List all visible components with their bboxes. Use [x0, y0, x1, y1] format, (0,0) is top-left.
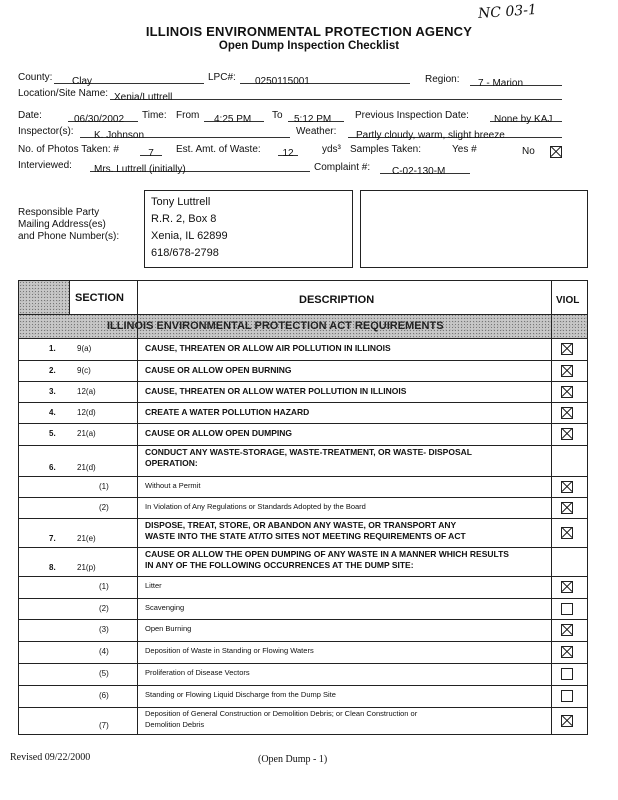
address-line: 618/678-2798 — [151, 247, 219, 259]
photos-label: No. of Photos Taken: # — [18, 144, 119, 155]
time-label: Time: — [142, 110, 167, 121]
yds-label: yds³ — [322, 144, 341, 155]
date-value: 06/30/2002 — [74, 114, 125, 125]
region-value: 7 - Marion — [478, 78, 524, 89]
responsible-label-2: Mailing Address(es) — [18, 219, 106, 230]
prev-inspection-value: None by KAJ — [494, 114, 553, 125]
table-row — [19, 476, 587, 497]
row-description-cont: IN ANY OF THE FOLLOWING OCCURRENCES AT THE DUMP SITE: — [145, 560, 414, 570]
county-label: County: — [18, 72, 53, 83]
row-description-cont: WASTE INTO THE STATE AT/TO SITES NOT MEETING REQUIREMENTS OF ACT — [145, 531, 466, 541]
lpc-field[interactable] — [240, 71, 410, 87]
row-section: (2) — [99, 604, 109, 613]
table-row — [19, 598, 587, 619]
samples-yes-label: Yes # — [452, 144, 477, 155]
table-row — [19, 445, 587, 476]
lpc-label: LPC#: — [208, 72, 236, 83]
row-description: CAUSE, THREATEN OR ALLOW WATER POLLUTION IN ILLINOIS — [145, 386, 407, 396]
samples-no-label: No — [522, 146, 535, 157]
row-section: 9(c) — [77, 366, 91, 375]
location-label: Location/Site Name: — [18, 88, 109, 99]
prev-inspection-field[interactable] — [490, 109, 562, 125]
violation-checkbox-checked[interactable] — [561, 646, 573, 658]
row-section: 12(a) — [77, 387, 96, 396]
row-number: 7. — [49, 534, 56, 543]
row-description: Scavenging — [145, 603, 185, 612]
row-description: Standing or Flowing Liquid Discharge from the Dump Site — [145, 690, 336, 699]
row-section: 21(p) — [77, 563, 96, 572]
interviewed-field[interactable] — [90, 159, 310, 175]
row-description-cont: OPERATION: — [145, 458, 198, 468]
interviewed-label: Interviewed: — [18, 160, 72, 171]
row-description: Deposition of Waste in Standing or Flowing Waters — [145, 646, 314, 655]
row-section: (6) — [99, 691, 109, 700]
row-number: 3. — [49, 387, 56, 396]
table-row — [19, 338, 587, 360]
interviewed-value: Mrs. Luttrell (initially) — [94, 164, 186, 175]
violation-checkbox-checked[interactable] — [561, 624, 573, 636]
region-label: Region: — [425, 74, 460, 85]
waste-field[interactable] — [278, 143, 298, 159]
row-number: 2. — [49, 366, 56, 375]
county-value: Clay — [72, 76, 93, 87]
table-row — [19, 360, 587, 381]
table-row — [19, 402, 587, 423]
waste-value: 12 — [282, 148, 294, 159]
row-description: CAUSE OR ALLOW OPEN DUMPING — [145, 428, 293, 438]
row-description: Deposition of General Construction or Demolition Debris; or Clean Construction or — [145, 709, 418, 718]
violation-checkbox-checked[interactable] — [561, 481, 573, 493]
weather-field[interactable] — [348, 125, 562, 141]
row-description: CAUSE OR ALLOW OPEN BURNING — [145, 365, 292, 375]
table-row — [19, 497, 587, 518]
violation-checkbox-checked[interactable] — [561, 428, 573, 440]
form-title: Open Dump Inspection Checklist — [218, 40, 400, 52]
date-label: Date: — [18, 110, 42, 121]
table-row — [19, 707, 587, 734]
time-from-value: 4:25 PM — [214, 114, 252, 125]
viol-header: VIOL — [556, 295, 580, 306]
row-description: Open Burning — [145, 624, 192, 633]
row-number: 5. — [49, 429, 56, 438]
row-section: (2) — [99, 503, 109, 512]
row-section: 21(e) — [77, 534, 96, 543]
row-number: 8. — [49, 563, 56, 572]
row-description: CONDUCT ANY WASTE-STORAGE, WASTE-TREATMENT, OR WASTE- DISPOSAL — [145, 447, 472, 457]
violation-checkbox[interactable] — [561, 690, 573, 702]
row-description: Litter — [145, 581, 162, 590]
row-number: 4. — [49, 408, 56, 417]
to-label: To — [272, 110, 283, 121]
header-shade — [19, 281, 69, 314]
row-description: CAUSE, THREATEN OR ALLOW AIR POLLUTION IN ILLINOIS — [145, 343, 391, 353]
table-row — [19, 518, 587, 547]
violation-checkbox-checked[interactable] — [561, 386, 573, 398]
photos-value: 7 — [148, 148, 154, 159]
row-section: (5) — [99, 669, 109, 678]
row-description: DISPOSE, TREAT, STORE, OR ABANDON ANY WASTE, OR TRANSPORT ANY — [145, 520, 457, 530]
row-description: CREATE A WATER POLLUTION HAZARD — [145, 407, 310, 417]
address-line: Tony Luttrell — [151, 196, 211, 208]
row-description: CAUSE OR ALLOW THE OPEN DUMPING OF ANY WASTE IN A MANNER WHICH RESULTS — [145, 549, 509, 559]
violation-checkbox-checked[interactable] — [561, 502, 573, 514]
complaint-value: C-02-130-M — [392, 166, 446, 177]
page-label: (Open Dump - 1) — [258, 754, 328, 765]
revised-date: Revised 09/22/2000 — [10, 752, 91, 763]
table-row — [19, 381, 587, 402]
location-field[interactable] — [110, 87, 562, 103]
row-section: 12(d) — [77, 408, 96, 417]
waste-label: Est. Amt. of Waste: — [176, 144, 261, 155]
inspector-value: K. Johnson — [94, 130, 145, 141]
violation-checkbox-checked[interactable] — [561, 715, 573, 727]
row-section: (4) — [99, 647, 109, 656]
time-to-field[interactable] — [288, 109, 344, 125]
row-description: Proliferation of Disease Vectors — [145, 668, 250, 677]
row-section: 21(d) — [77, 463, 96, 472]
row-section: 21(a) — [77, 429, 96, 438]
row-section: (1) — [99, 582, 109, 591]
secondary-address-box[interactable] — [360, 190, 588, 268]
table-row — [19, 663, 587, 685]
location-value: Xenia/Luttrell — [114, 92, 173, 103]
requirements-table — [18, 280, 588, 735]
violation-checkbox-checked[interactable] — [561, 407, 573, 419]
table-row — [19, 619, 587, 641]
samples-no-checkbox[interactable] — [550, 146, 562, 158]
responsible-label-3: and Phone Number(s): — [18, 231, 120, 242]
responsible-label-1: Responsible Party — [18, 207, 100, 218]
table-row — [19, 641, 587, 663]
table-row — [19, 547, 587, 576]
from-label: From — [176, 110, 200, 121]
complaint-field[interactable] — [380, 161, 470, 177]
inspector-label: Inspector(s): — [18, 126, 74, 137]
row-number: 6. — [49, 463, 56, 472]
samples-label: Samples Taken: — [350, 144, 421, 155]
row-section: 9(a) — [77, 344, 92, 353]
prev-inspection-label: Previous Inspection Date: — [355, 110, 469, 121]
responsible-address-box[interactable] — [144, 190, 353, 268]
section-header: SECTION — [75, 292, 124, 304]
row-description: Without a Permit — [145, 481, 201, 490]
county-field[interactable] — [54, 71, 204, 87]
violation-checkbox-checked[interactable] — [561, 365, 573, 377]
violation-checkbox[interactable] — [561, 668, 573, 680]
row-number: 1. — [49, 344, 56, 353]
agency-title: ILLINOIS ENVIRONMENTAL PROTECTION AGENCY — [145, 24, 473, 39]
row-description-cont: Demolition Debris — [145, 720, 205, 729]
table-row — [19, 576, 587, 598]
act-banner: ILLINOIS ENVIRONMENTAL PROTECTION ACT REQUIREMENTS — [107, 320, 444, 332]
lpc-value: 0250115001 — [255, 76, 310, 87]
description-header: DESCRIPTION — [299, 294, 375, 306]
violation-checkbox-checked[interactable] — [561, 527, 573, 539]
inspector-field[interactable] — [80, 125, 290, 141]
violation-checkbox-checked[interactable] — [561, 581, 573, 593]
row-section: (1) — [99, 482, 109, 491]
table-row — [19, 685, 587, 707]
weather-value: Partly cloudy, warm, slight breeze — [356, 130, 505, 141]
time-to-value: 5:12 PM — [294, 114, 332, 125]
table-row — [19, 423, 587, 445]
violation-checkbox-checked[interactable] — [561, 343, 573, 355]
region-field[interactable] — [470, 73, 562, 89]
row-section: (7) — [99, 721, 109, 730]
complaint-label: Complaint #: — [314, 162, 371, 173]
violation-checkbox[interactable] — [561, 603, 573, 615]
time-from-field[interactable] — [204, 109, 264, 125]
weather-label: Weather: — [296, 126, 337, 137]
handwritten-reference: NC 03-1 — [477, 1, 538, 23]
row-section: (3) — [99, 625, 109, 634]
date-field[interactable] — [68, 109, 138, 125]
row-description: In Violation of Any Regulations or Standards Adopted by the Board — [145, 502, 366, 511]
photos-field[interactable] — [140, 143, 162, 159]
address-line: Xenia, IL 62899 — [151, 230, 228, 242]
address-line: R.R. 2, Box 8 — [151, 213, 217, 225]
